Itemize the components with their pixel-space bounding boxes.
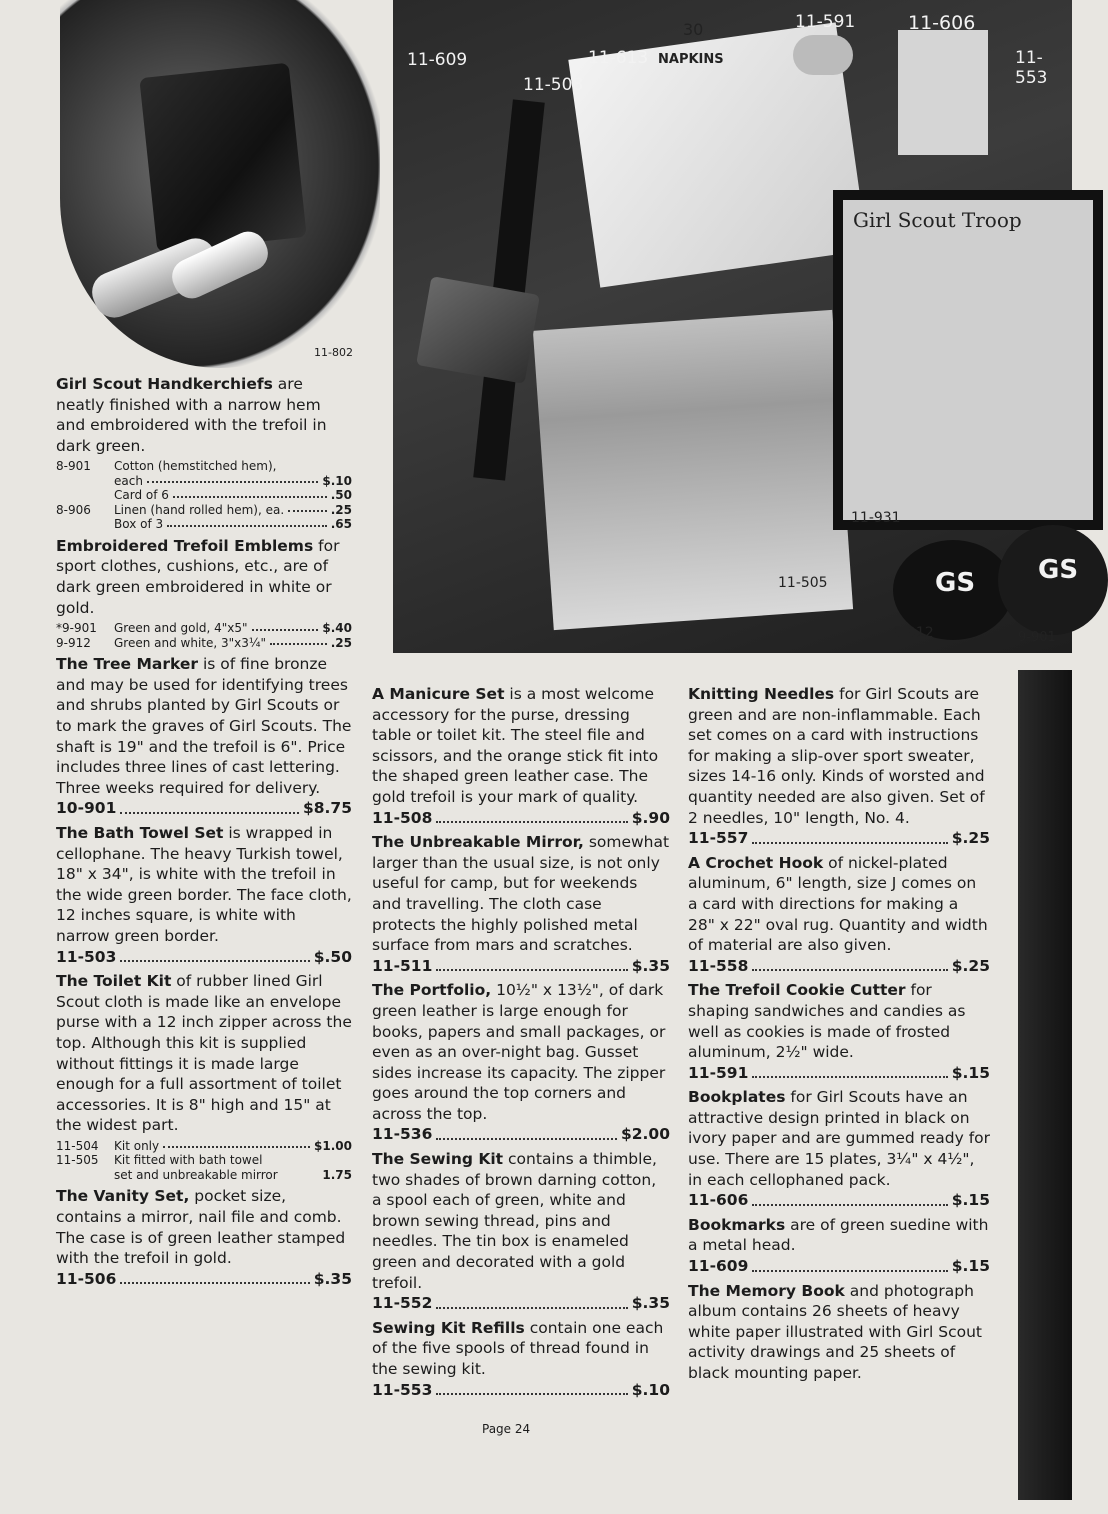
- price-row: [56, 636, 352, 651]
- item-body: for Girl Scouts are green and are non-inflammable. Each set comes on a card with instructions for making a slip-over sport sweater, sizes 14-16 only. Kinds of worsted and quantity needed are also given. Set of 2 needles, 10" length, No. 4.: [688, 685, 985, 827]
- item-title: A Manicure Set: [372, 685, 505, 703]
- photo-label-9-912: 9-912: [893, 625, 934, 641]
- handkerchiefs-price-list: [56, 459, 352, 532]
- photo-label-11-553: 11-553: [1015, 48, 1048, 88]
- item-title: Embroidered Trefoil Emblems: [56, 536, 314, 555]
- item-variant: Kit only: [114, 1138, 160, 1153]
- item-price: .25: [330, 502, 352, 517]
- price-row: [56, 798, 352, 819]
- item-body: are neatly finished with a narrow hem and embroidered with the trefoil in dark green.: [56, 375, 327, 455]
- item-title: Bookmarks: [688, 1215, 786, 1234]
- item-code: 11-552: [372, 1294, 433, 1313]
- price-row: [56, 517, 352, 532]
- item-code: 11-536: [372, 1125, 433, 1144]
- item-price: $.25: [951, 956, 990, 975]
- price-row: [56, 947, 352, 968]
- item-price: $8.75: [302, 799, 352, 818]
- photo-code-11-802: 11-802: [314, 346, 353, 359]
- item-code: 11-506: [56, 1269, 117, 1288]
- item-body: for Girl Scouts have an attractive design printed in black on ivory paper and are gummed ready for use. There are 15 plates, 3¼" x 4½", in each cellophaned pack.: [688, 1088, 991, 1189]
- item-code: 9-912: [56, 635, 91, 650]
- cookie-cutter-entry: [688, 980, 990, 1062]
- item-code: 11-558: [688, 956, 749, 975]
- item-price: $.35: [631, 956, 670, 975]
- item-code: 11-505: [56, 1153, 99, 1168]
- item-code: 11-606: [688, 1191, 749, 1210]
- price-row: [688, 956, 990, 977]
- item-variant: set and unbreakable mirror: [114, 1167, 278, 1182]
- item-price: .65: [330, 517, 352, 532]
- certificate-title: Girl Scout Troop: [853, 208, 1022, 232]
- item-title: Knitting Needles: [688, 685, 835, 703]
- price-row: [56, 1139, 352, 1154]
- napkin-box-label: NAPKINS: [658, 52, 724, 67]
- price-row: [56, 474, 352, 489]
- emblem-gs-text: GS: [1038, 555, 1079, 585]
- item-title: The Trefoil Cookie Cutter: [688, 981, 906, 1000]
- emblems-entry: [56, 536, 352, 618]
- price-row: [372, 1380, 670, 1401]
- item-body: of nickel-plated aluminum, 6" length, size J comes on a card with directions for making a 28" x 22" oval rug. Quantity and width of material are also given.: [688, 853, 988, 955]
- handkerchiefs-entry: [56, 374, 352, 456]
- item-body: contain one each of the five spools of thread found in the sewing kit.: [372, 1318, 664, 1378]
- sewing-kit-entry: [372, 1149, 670, 1293]
- page-number: Page 24: [482, 1422, 531, 1436]
- column-2: [372, 684, 670, 1400]
- refills-entry: [372, 1318, 670, 1380]
- item-price: $.35: [313, 1269, 352, 1288]
- item-price: .25: [330, 635, 352, 650]
- photo-label-11-931: 11-931: [851, 510, 901, 526]
- price-row: [688, 1256, 990, 1277]
- photo-label-11-613: 11-613: [588, 48, 649, 68]
- item-title: Bookplates: [688, 1088, 786, 1107]
- item-price: $.15: [951, 1257, 990, 1276]
- item-body: 10½" x 13½", of dark green leather is large enough for books, papers and small packages, or even as an over-night bag. Gusset sides increase its capacity. The zipper goes around the top corners and across the top.: [372, 981, 666, 1123]
- item-price: $.10: [322, 473, 352, 488]
- bookplates-entry: [688, 1087, 990, 1190]
- emblems-price-list: [56, 621, 352, 650]
- item-code: *9-901: [56, 621, 97, 636]
- price-row: [688, 1190, 990, 1211]
- item-code: 11-503: [56, 947, 117, 966]
- item-variant: each: [114, 473, 143, 488]
- item-variant: Green and gold, 4"x5": [114, 621, 248, 636]
- item-price: $.15: [951, 1191, 990, 1210]
- item-body: contains a thimble, two shades of brown darning cotton, a spool each of green, white and brown sewing thread, pins and needles. The tin box is enameled green and decorated with a gold trefoil.: [372, 1150, 657, 1292]
- item-code: 8-906: [56, 502, 91, 517]
- price-row: [56, 621, 352, 636]
- manicure-entry: [372, 684, 670, 808]
- product-photo: [393, 0, 1079, 653]
- napkin-box-count: 30: [683, 20, 704, 39]
- item-price: $.90: [631, 808, 670, 827]
- price-row: [688, 1063, 990, 1084]
- item-code: 11-511: [372, 956, 433, 975]
- item-code: 11-508: [372, 808, 433, 827]
- item-price: $.15: [951, 1063, 990, 1082]
- photo-label-9-901: 9-901: [1018, 630, 1056, 645]
- price-row: [372, 1124, 670, 1145]
- item-variant: Linen (hand rolled hem), ea.: [114, 502, 285, 517]
- item-body: is a most welcome accessory for the purse, dressing table or toilet kit. The steel file and scissors, and the orange stick fit into the shaped green leather case. The gold trefoil is your mark of quality.: [372, 685, 659, 806]
- item-code: 11-591: [688, 1063, 749, 1082]
- cookie-cutter-image: [793, 35, 853, 75]
- item-body: pocket size, contains a mirror, nail file and comb. The case is of green leather stamped with the trefoil in gold.: [56, 1187, 346, 1268]
- certificate-image: [833, 190, 1103, 530]
- toilet-kit-photo: [60, 0, 380, 368]
- item-title: A Crochet Hook: [688, 853, 824, 872]
- item-title: The Unbreakable Mirror,: [372, 833, 584, 852]
- item-code: 11-553: [372, 1380, 433, 1399]
- price-row: [56, 1269, 352, 1290]
- item-body: for sport clothes, cushions, etc., are of dark green embroidered in white or gold.: [56, 536, 340, 617]
- column-3: [688, 684, 990, 1387]
- item-price: $.35: [631, 1294, 670, 1313]
- price-row: [56, 488, 352, 503]
- item-price: $1.00: [314, 1138, 352, 1153]
- mirror-image: [416, 276, 540, 384]
- item-variant: Box of 3: [114, 517, 164, 532]
- mirror-entry: [372, 832, 670, 956]
- item-body: and photograph album contains 26 sheets of heavy white paper illustrated with Girl Scout activity drawings and 25 sheets of black mounting paper.: [688, 1281, 982, 1382]
- item-title: The Toilet Kit: [56, 972, 172, 991]
- item-code: 11-609: [688, 1257, 749, 1276]
- item-title: The Sewing Kit: [372, 1150, 504, 1169]
- photo-label-11-606: 11-606: [908, 12, 976, 34]
- item-body: is wrapped in cellophane. The heavy Turkish towel, 18" x 34", is white with the trefoil in the wide green border. The face cloth, 12 inches square, is white with narrow green border.: [56, 824, 352, 945]
- price-row: [56, 459, 352, 474]
- toilet-kit-price-list: [56, 1139, 352, 1183]
- knitting-entry: [688, 684, 990, 828]
- item-variant: Card of 6: [114, 488, 169, 503]
- item-price: $.50: [313, 947, 352, 966]
- photo-label-11-508: 11-508: [523, 75, 584, 95]
- price-row: [372, 956, 670, 977]
- item-price: .50: [330, 488, 352, 503]
- price-row: [56, 1168, 352, 1183]
- item-title: Girl Scout Handkerchiefs: [56, 375, 273, 393]
- item-code: 8-901: [56, 459, 91, 474]
- item-title: The Portfolio,: [372, 981, 492, 1000]
- item-title: The Bath Towel Set: [56, 824, 224, 842]
- photo-label-11-609: 11-609: [407, 50, 468, 70]
- emblem-gs-text: GS: [935, 568, 976, 598]
- item-body: are of green suedine with a metal head.: [688, 1215, 989, 1255]
- toilet-kit-image: [139, 63, 306, 253]
- item-variant: Cotton (hemstitched hem),: [114, 459, 277, 474]
- item-variant: Kit fitted with bath towel: [114, 1153, 263, 1168]
- item-code: 11-557: [688, 829, 749, 848]
- item-price: $2.00: [620, 1125, 670, 1144]
- bookmarks-entry: [688, 1215, 990, 1256]
- crochet-entry: [688, 853, 990, 956]
- item-price: $.10: [631, 1380, 670, 1399]
- toilet-kit-entry: [56, 971, 352, 1136]
- photo-label-11-505: 11-505: [778, 575, 828, 591]
- item-title: The Tree Marker: [56, 655, 199, 674]
- item-title: Sewing Kit Refills: [372, 1318, 525, 1337]
- portfolio-entry: [372, 980, 670, 1124]
- bath-towel-entry: [56, 823, 352, 947]
- item-title: The Vanity Set,: [56, 1187, 190, 1206]
- price-row: [372, 1293, 670, 1314]
- item-price: $.40: [322, 621, 352, 636]
- item-price: $.25: [951, 829, 990, 848]
- price-row: [688, 828, 990, 849]
- price-row: [372, 808, 670, 829]
- item-body: is of fine bronze and may be used for identifying trees and shrubs planted by Girl Scouts or to mark the graves of Girl Scouts. The shaft is 19" and the trefoil is 6". Price includes three lines of cast lettering. Three weeks required for delivery.: [56, 655, 352, 797]
- item-code: 10-901: [56, 799, 117, 818]
- item-code: 11-504: [56, 1138, 99, 1153]
- bookplates-image: [898, 30, 988, 155]
- item-body: somewhat larger than the usual size, is not only useful for camp, but for weekends and travelling. The cloth case protects the highly polished metal surface from mars and scratches.: [372, 833, 670, 955]
- photo-edge-strip: [1018, 670, 1072, 1500]
- tree-marker-entry: [56, 654, 352, 798]
- memory-book-entry: [688, 1281, 990, 1384]
- item-body: for shaping sandwiches and candies as well as cookies is made of frosted aluminum, 2½" wide.: [688, 981, 966, 1062]
- photo-label-11-591: 11-591: [795, 12, 856, 32]
- column-1: [56, 374, 352, 1289]
- item-title: The Memory Book: [688, 1281, 845, 1300]
- item-variant: Green and white, 3"x3¼": [114, 635, 267, 650]
- price-row: [56, 1153, 352, 1168]
- item-price: 1.75: [322, 1167, 352, 1182]
- vanity-entry: [56, 1186, 352, 1268]
- item-body: of rubber lined Girl Scout cloth is made like an envelope purse with a 12 inch zipper across the top. Although this kit is supplied without fittings it is made large enough for a full assortment of toilet accessories. It is 8" high and 15" at the widest part.: [56, 972, 352, 1135]
- price-row: [56, 503, 352, 518]
